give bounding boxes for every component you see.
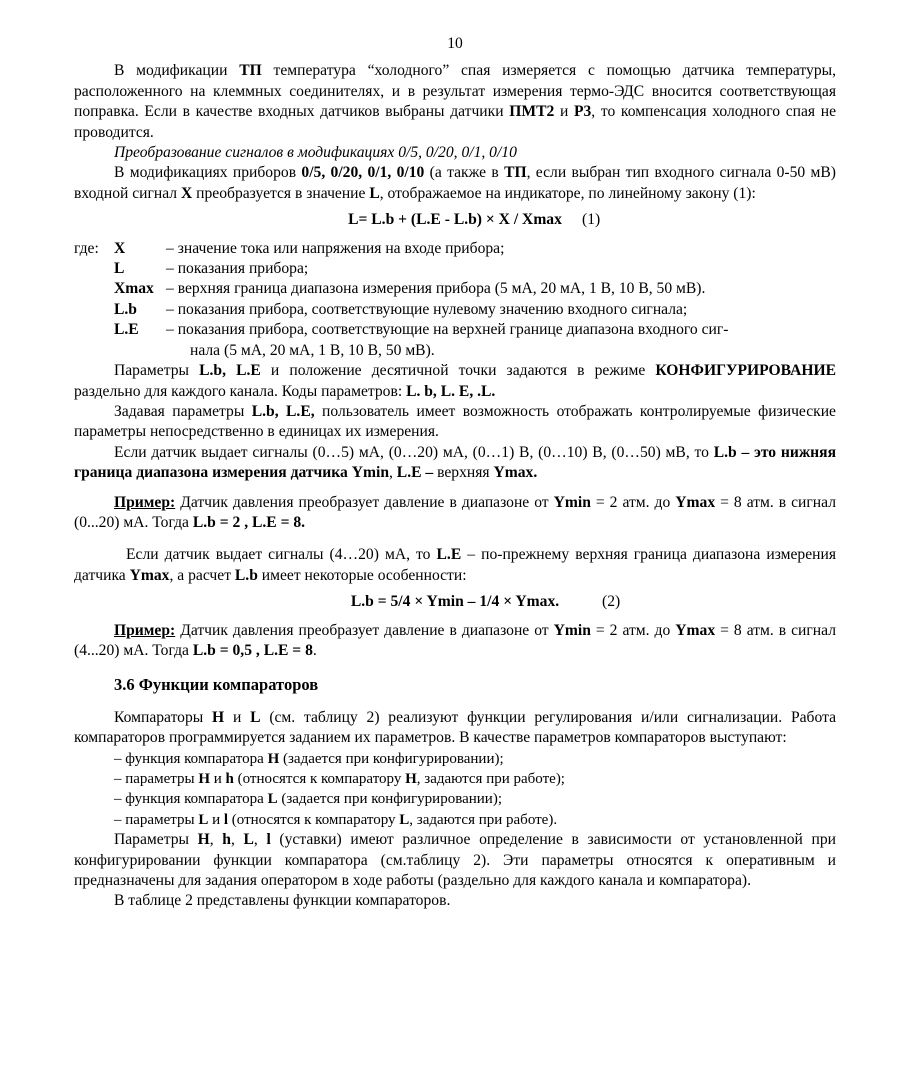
paragraph-sensor-range: Если датчик выдает сигналы (0…5) мА, (0…20) мА, (0…1) В, (0…10) В, (0…50) мВ, то L.b – это нижняя граница диапазона измерения датчика Ymin, L.E – верхняя Ymax.	[74, 443, 837, 482]
formula-2-text: L.b = 5/4 × Ymin – 1/4 × Ymax.	[350, 593, 560, 611]
where-symbol: Xmax	[114, 280, 154, 298]
paragraph-4-20-signal: Если датчик выдает сигналы (4…20) мА, то L.E – по-прежнему верхняя граница диапазона измерения датчика Ymax, а расчет L.b имеет некоторые особенности:	[74, 546, 837, 584]
formula-1-number: (1)	[582, 211, 601, 229]
where-list	[74, 239, 836, 361]
where-symbol: L.E	[114, 321, 139, 339]
list-item: – функция компаратора L (задается при конфигурировании);	[114, 789, 836, 809]
where-description: – верхняя граница диапазона измерения прибора (5 мА, 20 мА, 1 В, 10 В, 50 мВ).	[166, 280, 706, 298]
page-number: 10	[447, 35, 463, 52]
list-item: – параметры H и h (относятся к компаратору H, задаются при работе);	[114, 769, 836, 789]
paragraph-physical-units: Задавая параметры L.b, L.E, пользователь имеет возможность отображать контролируемые физические параметры непосредственно в единицах их измерения.	[74, 402, 836, 441]
where-description: – значение тока или напряжения на входе прибора;	[166, 239, 505, 257]
paragraph-parameters-config: Параметры L.b, L.E и положение десятичной точки задаются в режиме КОНФИГУРИРОВАНИЕ раздельно для каждого канала. Коды параметров: L. b, L. E, .L.	[74, 362, 836, 400]
where-symbol: X	[114, 239, 126, 257]
paragraph-linear-law: В модификациях приборов 0/5, 0/20, 0/1, 0/10 (а также в ТП, если выбран тип входного сигнала 0-50 мВ) входной сигнал X преобразуется в значение L, отображаемое на индикаторе, по линейному закону (1):	[74, 164, 836, 202]
paragraph-comparators: Компараторы H и L (см. таблицу 2) реализуют функции регулирования и/или сигнализации. Работа компараторов программируется заданием их параметров. В качестве параметров компараторов выступают:	[74, 708, 836, 747]
paragraph-table-reference: В таблице 2 представлены функции компараторов.	[114, 892, 451, 910]
where-item	[74, 320, 836, 361]
example-1: Пример: Датчик давления преобразует давление в диапазоне от Ymin = 2 атм. до Ymax = 8 атм. в сигнал (0...20) мА. Тогда L.b = 2 , L.E = 8.	[74, 493, 836, 531]
formula-2	[74, 592, 836, 612]
where-item	[74, 239, 836, 259]
where-description: – показания прибора, соответствующие нулевому значению входного сигнала;	[166, 300, 688, 318]
formula-1	[74, 210, 836, 230]
where-label: где:	[74, 239, 99, 257]
formula-1-text: L= L.b + (L.E - L.b) × X / Xmax	[348, 211, 562, 229]
where-item	[74, 259, 836, 279]
where-item	[74, 300, 836, 320]
paragraph-thermocouple-compensation: В модификации ТП температура “холодного” спая измеряется с помощью датчика температуры, расположенного на клеммных соединителях, и в результат измерения термо-ЭДС вносится соответствующая поправка. Если в качестве входных датчиков выбраны датчики ПМТ2 и Р3, то компенсация холодного спая не проводится.	[74, 62, 836, 141]
comparator-parameter-list	[74, 749, 836, 831]
where-symbol: L	[114, 260, 125, 278]
subheading-signal-conversion: Преобразование сигналов в модификациях 0/5, 0/20, 0/1, 0/10	[114, 144, 517, 162]
list-item: – функция компаратора H (задается при конфигурировании);	[114, 749, 836, 769]
formula-2-number: (2)	[602, 593, 621, 611]
where-description: – показания прибора;	[166, 260, 309, 278]
paragraph-setpoints: Параметры H, h, L, l (уставки) имеют различное определение в зависимости от установленной при конфигурировании функции компаратора (см.таблицу 2). Эти параметры относятся к оперативным и предназначены для задания оператором в ходе работы (раздельно для каждого канала и компаратора).	[74, 831, 837, 890]
where-symbol: L.b	[114, 300, 137, 318]
list-item: – параметры L и l (относятся к компаратору L, задаются при работе).	[114, 810, 836, 830]
example-2: Пример: Датчик давления преобразует давление в диапазоне от Ymin = 2 атм. до Ymax = 8 атм. в сигнал (4...20) мА. Тогда L.b = 0,5 , L.E = 8.	[74, 621, 836, 659]
where-item	[74, 279, 836, 299]
where-description: – показания прибора, соответствующие на верхней границе диапазона входного сиг- нала (5 мА, 20 мА, 1 В, 10 В, 50 мВ).	[166, 321, 729, 359]
section-heading: 3.6 Функции компараторов	[114, 675, 319, 695]
